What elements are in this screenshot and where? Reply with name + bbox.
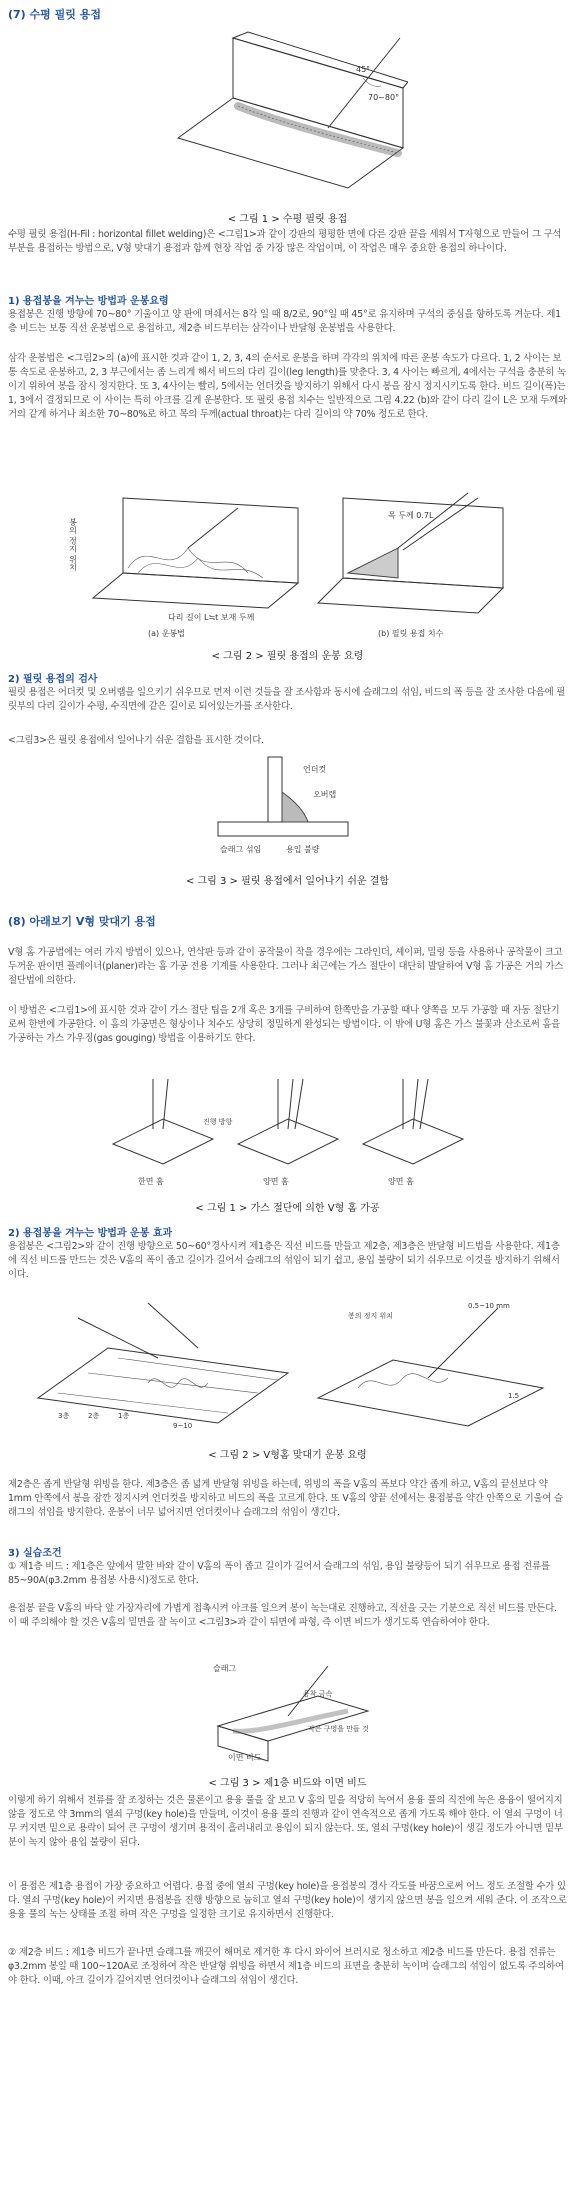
svg-text:봉의 정지 위치: 봉의 정지 위치 (348, 1312, 394, 1320)
svg-text:용입 불량: 용입 불량 (286, 845, 320, 854)
svg-text:이면 비드: 이면 비드 (228, 1753, 262, 1762)
figure-1-caption: < 그림 1 > 수평 필릿 용접 (227, 214, 348, 225)
svg-text:(a) 운봉법: (a) 운봉법 (148, 629, 185, 638)
svg-text:양면 홈: 양면 홈 (388, 1177, 414, 1186)
section-8-figure-1-caption: < 그림 1 > 가스 절단에 의한 V형 홈 가공 (195, 1203, 380, 1214)
section-8-sub-2-title: 2) 용접봉을 겨누는 방법과 운봉 효과 (8, 1228, 173, 1239)
svg-text:0.5~10 mm: 0.5~10 mm (468, 1302, 510, 1310)
figure-2-caption: < 그림 2 > 필릿 용접의 운봉 요령 (211, 651, 364, 662)
svg-text:한면 홈: 한면 홈 (138, 1177, 164, 1186)
svg-text:양면 홈: 양면 홈 (263, 1177, 289, 1186)
section-7-intro: 수평 필릿 용접(H-Fil : horizontal fillet welding)은 <그림1>과 같이 강판의 평평한 면에 다른 강판 끝을 세워서 T자형으로 만들어 그 구석 부분을 용접하는 방법으로, V형 맞대기 용접과 함께 현장 작업 중 가장 많은 작업이며, 이 작업은 매우 중요한 용접의 하나이다. (8, 229, 562, 254)
svg-text:작은 구멍을 만들 것: 작은 구멍을 만들 것 (308, 1725, 369, 1733)
figure-first-layer-bead (208, 1656, 378, 1766)
section-8-figure-2-caption: < 그림 2 > V형홈 맞대기 운봉 요령 (208, 1450, 367, 1461)
svg-text:1층: 1층 (118, 1412, 130, 1420)
svg-text:다리 길이 L≒t 보재 두께: 다리 길이 L≒t 보재 두께 (168, 613, 255, 622)
svg-text:목 두께 0.7L: 목 두께 0.7L (388, 511, 434, 520)
svg-text:언더컷: 언더컷 (303, 765, 327, 774)
svg-text:1.5: 1.5 (508, 1392, 520, 1400)
svg-text:3층: 3층 (58, 1412, 70, 1420)
section-8-paragraph-6: ② 제2층 비드 : 제1층 비드가 끝나면 슬래그를 깨끗이 해머로 제거한 후 다시 와이어 브러시로 청소하고 제2층 비드를 만든다. 용접 전류는 φ3.2mm 봉일 때 100~120A로 조정하여 작은 반달형 위빙을 하면서 제1층 비드의 표면을 충분히 녹이며 슬래그의 섞임이 없도록 주의하여야 한다. 이때, 아크 길이가 길어지면 언더컷이나 슬래그의 섞임이 생긴다. (8, 1947, 564, 1986)
section-8-sub-2-paragraph: 용접봉은 <그림2>와 같이 진행 방향으로 50~60°경사시켜 제1층은 직선 비드를 만들고 제2층, 제3층은 반달형 비드법을 사용한다. 제1층에 직선 비드를 만드는 것은 V홈의 폭이 좁고 길이가 길어서 슬래그의 섞임이 되기 쉽고, 용입 불량이 되기 쉬우므로 이것을 방지하기 위해서이다. (8, 1241, 560, 1280)
svg-text:2층: 2층 (88, 1412, 100, 1420)
sub-2-paragraph-1: 필릿 용접은 어더컷 및 오버랩을 일으키기 쉬우므로 먼저 이런 것들을 잘 조사함과 동시에 슬래그의 섞임, 비드의 폭 등을 잘 조사한 다음에 필릿부의 다리 길이가 수평, 수직면에 같은 길이로 되어있는가를 조사한다. (8, 687, 566, 712)
sub-2-paragraph-2: <그림3>은 필릿 용접에서 일어나기 쉬운 결함을 표시한 것이다. (8, 735, 264, 746)
sub-1-title: 1) 용접봉을 겨누는 방법과 운봉요령 (8, 296, 169, 307)
figure-3-caption: < 그림 3 > 필릿 용접에서 일어나기 쉬운 결함 (185, 876, 390, 887)
svg-text:(b) 필릿 용접 치수: (b) 필릿 용접 치수 (378, 629, 444, 638)
section-8-paragraph-5: 이 용접은 제1층 용접이 가장 중요하고 어렵다. 용접 중에 열쇠 구멍(key hole)을 용접봉의 경사 각도를 바꿈으로써 어느 정도 조절할 수가 있다. 열쇠 구멍(key hole)이 커지면 용접봉을 진행 방향으로 눕히고 열쇠 구멍(key hole)이 생기지 않으면 봉을 일으켜 세워 준다. 이 조작으로 용융 풀의 녹는 상태를 조절 하며 작은 구멍을 일정한 크기로 유지하면서 진행한다. (8, 1881, 567, 1920)
section-8-sub-3-title: 3) 실습조건 (8, 1548, 62, 1559)
figure-v-groove-weaving (28, 1288, 548, 1436)
section-7-title: (7) 수평 필릿 용접 (8, 8, 101, 21)
figure-gas-cutting (108, 1064, 478, 1192)
sub-1-paragraph-1: 용접봉은 진행 방향에 70~80° 기울이고 양 판에 며쉐서는 8각 일 때 8/2로, 90°일 때 45°로 유지하며 구석의 중심을 향하도록 겨눈다. 제1층 비드는 보통 직선 운봉법으로 용접하고, 제2층 비드부터는 삼각이나 반달형 운봉법을 사용한다. (8, 309, 561, 334)
section-8-sub-3-paragraph-2: 용접봉 끝을 V홈의 바닥 앞 가장자리에 가볍게 접촉시켜 아크를 일으켜 봉이 녹는대로 진행하고, 직선을 긋는 기분으로 직선 비드를 만든다. 이 때 주의해야 할 것은 V홈의 밑면을 잘 녹이고 <그림3>과 같이 뒤면에 파형, 즉 이면 비드가 생기도록 연습하여야 한다. (8, 1603, 557, 1628)
svg-text:진행 방향: 진행 방향 (203, 1118, 233, 1126)
svg-text:9~10: 9~10 (173, 1422, 193, 1430)
section-8-paragraph-1: V형 홈 가공법에는 여러 가지 방법이 있으나, 연삭판 등과 같이 공작물이 작을 경우에는 그라인더, 셰이퍼, 밀링 등을 사용하나 공작물이 크고 두꺼운 판이면 플레이너(planer)라는 홈 가공 전용 기계를 사용한다. 그러나 최근에는 가스 절단이 대단히 발달하여 V형 홈 가공은 거의 가스 절단법에 의한다. (8, 947, 564, 986)
section-8-paragraph-2: 이 방법은 <그림1>에 표시한 것과 같이 가스 절단 팁을 2개 혹은 3개를 구비하여 한쪽만을 가공할 때나 양쪽을 모두 가공할 때 자동 절단기로써 한번에 가공한다. 이 홈의 가공면은 형상이나 치수도 상당히 정밀하게 완성되는 방법이다. 이 밖에 U형 홈은 가스 불꽃과 산소로써 홈을 가공하는 가스 가우징(gas gouging) 방법을 이용하기도 한다. (8, 1005, 561, 1044)
svg-text:봉의 정지 위치: 봉의 정지 위치 (68, 518, 78, 572)
section-8-title: (8) 아래보기 V형 맞대기 용접 (8, 915, 156, 928)
svg-text:오버랩: 오버랩 (313, 790, 337, 799)
sub-1-paragraph-2: 삼각 운봉법은 <그림2>의 (a)에 표시한 것과 같이 1, 2, 3, 4의 순서로 운봉을 하며 각각의 위치에 따른 운봉 속도가 다르다. 1, 2 사이는 보통 속도로 운봉하고, 2, 3 부근에서는 좀 느리게 해서 비드의 다리 길이(leg length)를 맞춘다. 3, 4 사이는 빠르게, 4에서는 구석을 충분히 녹이기 위하여 봉을 잠시 정지한다. 또 3, 4사이는 빨리, 5에서는 언더컷을 방지하기 위해서 다시 봉을 잠시 정지시키도록 한다. 비드 길이(폭)는 1, 3에서 결정되므로 이 사이는 특히 아크를 길게 운봉한다. 또 필릿 용접 치수는 일반적으로 그림 4.22 (b)와 같이 다리 길이 L은 모재 두께와 거의 같게 하거나 최소한 70~80%로 하고 목의 두께(actual throat)는 다리 길이의 약 70% 정도로 한다. (8, 353, 567, 420)
figure-fillet-weaving (68, 478, 508, 638)
section-8-sub-3-paragraph-1: ① 제1층 비드 : 제1층은 앞에서 말한 바와 같이 V홈의 폭이 좁고 길이가 길어서 슬래그의 섞임, 용입 불량등이 되기 쉬우므로 용접 전류를 85~90A(φ3.2mm 용접봉 사용시)정도로 한다. (8, 1561, 550, 1586)
svg-text:70~80°: 70~80° (368, 93, 400, 102)
section-8-paragraph-4: 이렇게 하기 위해서 전류를 잘 조정하는 것은 물론이고 용융 풀을 잘 보고 V 홈의 밑을 적당히 녹여서 용융 풀의 직전에 녹은 용융이 떨어지지 않을 정도로 약 3mm의 열쇠 구멍(key hole)을 만들며, 이것이 용융 풀의 진행과 같이 연속적으로 좁게 가도록 해야 한다. 이 열쇠 구멍이 너무 커지면 밑으로 용락이 되어 큰 구멍이 생기며 용적이 흘러내리고 용입이 되지 않는다. 또, 열쇠 구멍(key hole)이 생길 정도가 아니면 밑부분이 녹지 않아 용입 불량이 된다. (8, 1795, 563, 1848)
figure-horizontal-fillet (168, 28, 408, 198)
section-8-figure-3-caption: < 그림 3 > 제1층 비드와 이면 비드 (208, 1778, 367, 1789)
svg-text:슬래그 섞임: 슬래그 섞임 (220, 845, 262, 854)
sub-2-title: 2) 필릿 용접의 검사 (8, 674, 98, 685)
svg-text:45°: 45° (356, 65, 371, 74)
section-8-paragraph-3: 제2층은 좁게 반달형 위빙을 한다. 제3층은 좀 넓게 반달형 위빙을 하는데, 위빙의 폭을 V홈의 폭보다 약간 좁게 하고, V홈의 끝선보다 약 1mm 안쪽에서 봉을 잠깐 정지시켜 언더컷을 방지하고 비드의 폭을 고르게 한다. 또 V홈의 양끝 선에서는 용접봉을 약간 안쪽으로 기울여 슬래그의 섞임을 방지한다. 운봉이 너무 넓어지면 언더컷이나 슬래그의 섞임이 생긴다. (8, 1479, 563, 1518)
figure-fillet-defects (208, 752, 368, 862)
svg-text:슬래그: 슬래그 (213, 1664, 237, 1673)
svg-text:용착 금속: 용착 금속 (303, 1690, 333, 1698)
